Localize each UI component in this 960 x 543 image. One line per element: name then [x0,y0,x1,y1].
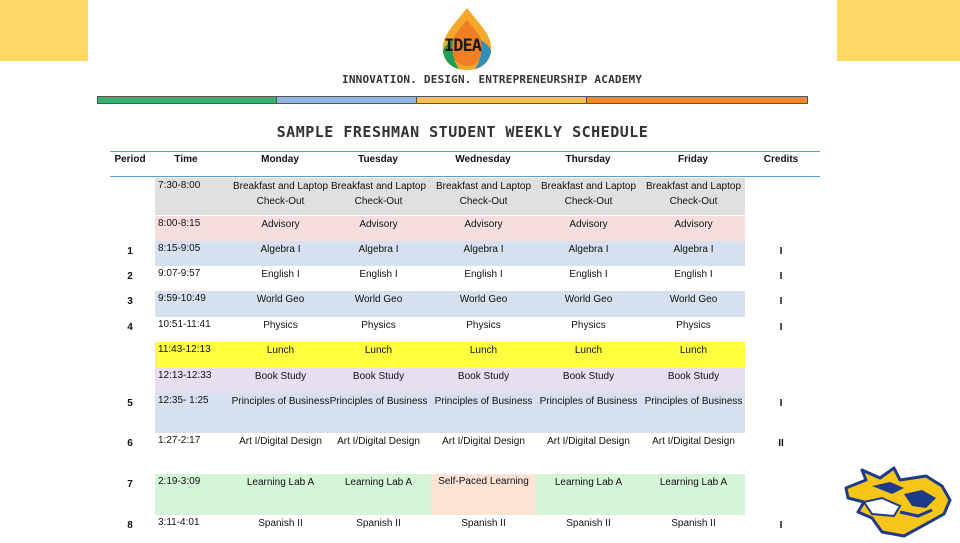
credits-cell: I [779,398,783,409]
day-cell: Algebra I [463,244,504,255]
day-cell: Breakfast and Laptop Check-Out [435,181,532,207]
period-cell: 8 [127,520,133,531]
day-cell: Art I/Digital Design [547,436,630,447]
table-row [110,474,820,515]
day-cell: Self-Paced Learning [431,474,536,515]
period-cell: 5 [127,398,133,409]
day-cell: Art I/Digital Design [239,436,322,447]
day-cell: Advisory [359,219,398,230]
day-cell: Advisory [261,219,300,230]
day-cell: Lunch [266,345,295,356]
day-cell: World Geo [564,294,613,305]
credits-cell: II [778,438,784,449]
header-period: Period [114,154,146,165]
header-monday: Monday [261,154,299,165]
day-cell: Physics [676,320,711,331]
header-time: Time [174,154,198,165]
day-cell: Book Study [352,371,405,382]
day-cell: Breakfast and Laptop Check-Out [330,181,427,207]
table-row [110,178,820,215]
day-cell: World Geo [459,294,508,305]
time-cell: 8:00-8:15 [158,218,201,229]
day-cell: Art I/Digital Design [337,436,420,447]
day-cell: Lunch [364,345,393,356]
schedule-title: SAMPLE FRESHMAN STUDENT WEEKLY SCHEDULE [276,123,649,141]
header-friday: Friday [677,154,708,165]
day-cell: Algebra I [358,244,399,255]
day-cell: Principles of Business [644,396,743,407]
credits-cell: I [779,296,783,307]
day-cell: Breakfast and Laptop Check-Out [540,181,637,207]
header-credits: Credits [763,154,799,165]
day-cell: Book Study [457,371,510,382]
time-cell: 7:30-8:00 [158,180,201,191]
table-row [110,266,820,291]
day-cell: Breakfast and Laptop Check-Out [232,181,329,207]
table-row [110,342,820,368]
day-cell: Spanish II [258,518,303,529]
day-cell: Principles of Business [434,396,533,407]
day-cell: Book Study [667,371,720,382]
day-cell: World Geo [256,294,305,305]
corner-block-right [837,0,960,61]
credits-cell: I [779,246,783,257]
credits-cell: I [779,322,783,333]
day-cell: Physics [263,320,298,331]
table-row [110,216,820,241]
time-cell: 11:43-12:13 [158,344,211,355]
day-cell: Algebra I [673,244,714,255]
period-cell: 3 [127,296,133,307]
corner-block-left [0,0,88,61]
wolf-mascot [842,466,954,538]
header-thursday: Thursday [565,154,611,165]
time-cell: 3:11-4:01 [158,517,200,528]
time-cell: 12:13-12:33 [158,370,212,381]
day-cell: Algebra I [568,244,609,255]
table-row [110,291,820,317]
table-row [110,515,820,537]
academy-tagline: INNOVATION. DESIGN. ENTREPRENEURSHIP ACADEMY [342,73,643,86]
day-cell: Advisory [674,219,713,230]
table-row [110,433,820,474]
header-tuesday: Tuesday [358,154,398,165]
period-cell: 1 [127,246,133,257]
day-cell: Lunch [469,345,498,356]
stripe-orange [586,96,808,104]
time-cell: 2:19-3:09 [158,476,201,487]
period-cell: 7 [127,479,133,490]
day-cell: Learning Lab A [246,477,315,488]
time-cell: 8:15-9:05 [158,243,201,254]
day-cell: English I [569,269,608,280]
day-cell: Physics [466,320,501,331]
day-cell: World Geo [669,294,718,305]
day-cell: Learning Lab A [659,477,728,488]
day-cell: Principles of Business [231,396,330,407]
stripe-yellow [416,96,587,104]
day-cell: Art I/Digital Design [652,436,735,447]
day-cell: Book Study [562,371,615,382]
day-cell: Spanish II [356,518,401,529]
period-cell: 6 [127,438,133,449]
day-cell: Spanish II [566,518,611,529]
period-cell: 4 [127,322,133,333]
time-cell: 10:51-11:41 [158,319,211,330]
table-row [110,393,820,433]
day-cell: Spanish II [671,518,716,529]
table-row [110,368,820,393]
day-cell: World Geo [354,294,403,305]
day-cell: English I [261,269,300,280]
day-cell: English I [464,269,503,280]
credits-cell: I [779,520,783,531]
day-cell: Advisory [464,219,503,230]
day-cell: Lunch [679,345,708,356]
table-row [110,317,820,342]
day-cell: English I [359,269,398,280]
time-cell: 1:27-2:17 [158,435,201,446]
day-cell: English I [674,269,713,280]
day-cell: Book Study [254,371,307,382]
day-cell: Physics [571,320,606,331]
day-cell: Spanish II [461,518,506,529]
day-cell: Learning Lab A [344,477,413,488]
day-cell: Art I/Digital Design [442,436,525,447]
stripe-green [97,96,277,104]
period-cell: 2 [127,271,133,282]
table-header [110,151,820,177]
table-row [110,241,820,266]
time-cell: 12:35- 1:25 [158,395,209,406]
day-cell: Advisory [569,219,608,230]
day-cell: Principles of Business [539,396,638,407]
day-cell: Physics [361,320,396,331]
header-wednesday: Wednesday [455,154,511,165]
time-cell: 9:59-10:49 [158,293,206,304]
stripe-blue [276,96,417,104]
day-cell: Lunch [574,345,603,356]
day-cell: Breakfast and Laptop Check-Out [645,181,742,207]
logo-text: IDEA [444,36,481,56]
credits-cell: I [779,271,783,282]
day-cell: Learning Lab A [554,477,623,488]
time-cell: 9:07-9:57 [158,268,201,279]
day-cell: Algebra I [260,244,301,255]
day-cell: Principles of Business [329,396,428,407]
